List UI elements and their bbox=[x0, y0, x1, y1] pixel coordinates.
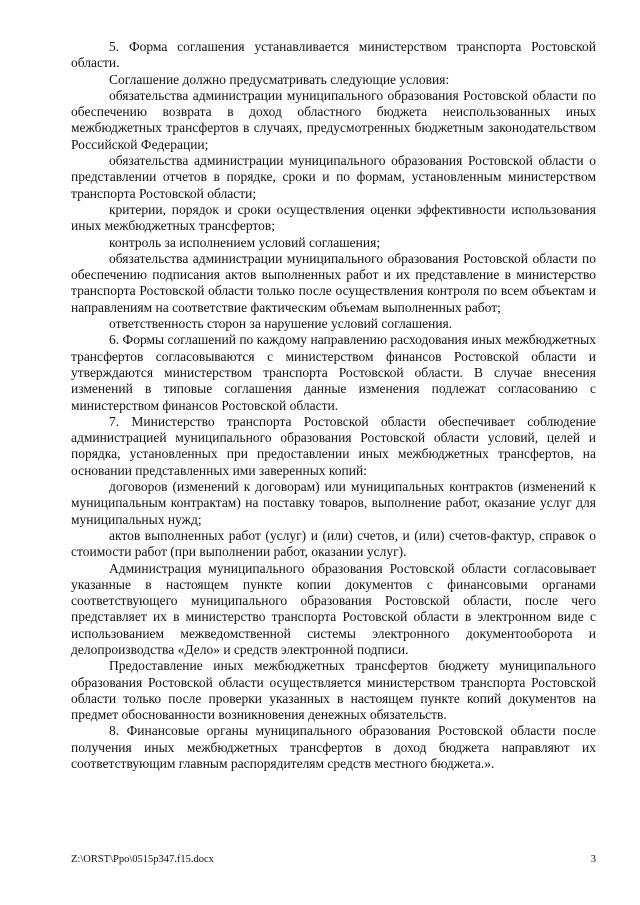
page-footer bbox=[71, 852, 596, 868]
paragraph: обязательства администрации муниципального образования Ростовской области о представлении отчетов в порядке, сроки и по формам, установленным министерством транспорта Ростовской области; bbox=[71, 153, 596, 201]
paragraph: 8. Финансовые органы муниципального образования Ростовской области после получения иных межбюджетных трансфертов в доход бюджета направляют их соответствующим главным распорядителям средств местного бюджета.». bbox=[71, 723, 596, 772]
paragraph: актов выполненных работ (услуг) и (или) счетов, и (или) счетов-фактур, справок о стоимости работ (при выполнении работ, оказании услуг). bbox=[71, 527, 596, 560]
file-path: Z:\ORST\Ppo\0515p347.f15.docx bbox=[71, 854, 214, 865]
paragraph: договоров (изменений к договорам) или муниципальных контрактов (изменений к муниципальным контрактам) на поставку товаров, выполнение работ, оказание услуг для муниципальных нужд; bbox=[71, 479, 596, 527]
document-body bbox=[71, 39, 596, 772]
paragraph: контроль за исполнением условий соглашения; bbox=[109, 234, 381, 250]
paragraph: Администрация муниципального образования Ростовской области согласовывает указанные в настоящем пункте копии документов с финансовыми органами соответствующего муниципального образования Ростовской области, после чего представляет их в министерство транспорта Ростовской области в электронном виде с использованием межведомственной системы электронного документооборота и делопроизводства «Дело» и средств электронной подписи. bbox=[71, 560, 596, 657]
paragraph: критерии, порядок и сроки осуществления оценки эффективности использования иных межбюджетных трансфертов; bbox=[71, 201, 596, 234]
paragraph: 5. Форма соглашения устанавливается министерством транспорта Ростовской области. bbox=[71, 39, 596, 71]
paragraph: 7. Министерство транспорта Ростовской области обеспечивает соблюдение администрацией муниципального образования Ростовской области условий, целей и порядка, установленных при предоставлении иных межбюджетных трансфертов, на основании представленных ими заверенных копий: bbox=[71, 413, 596, 478]
paragraph: обязательства администрации муниципального образования Ростовской области по обеспечению подписания актов выполненных работ и их представление в министерство транспорта Ростовской области только после осуществления контроля по всем объектам и направлениям на соответствие фактическим объемам выполненных работ; bbox=[71, 250, 596, 315]
page-number: 3 bbox=[590, 854, 596, 865]
paragraph: ответственность сторон за нарушение условий соглашения. bbox=[109, 316, 453, 332]
paragraph: Предоставление иных межбюджетных трансфертов бюджету муниципального образования Ростовской области осуществляется министерством транспорта Ростовской области только после проверки указанных в настоящем пункте копий документов на предмет обоснованности возникновения денежных обязательств. bbox=[71, 658, 596, 723]
paragraph: Соглашение должно предусматривать следующие условия: bbox=[109, 71, 450, 87]
paragraph: обязательства администрации муниципального образования Ростовской области по обеспечению возврата в доход областного бюджета неиспользованных иных межбюджетных трансфертов в случаях, предусмотренных бюджетным законодательством Российской Федерации; bbox=[71, 87, 596, 152]
paragraph: 6. Формы соглашений по каждому направлению расходования иных межбюджетных трансфертов согласовываются с министерством финансов Ростовской области и утверждаются министерством транспорта Ростовской области. В случае внесения изменений в типовые соглашения данные изменения подлежат согласованию с министерством финансов Ростовской области. bbox=[71, 332, 596, 413]
